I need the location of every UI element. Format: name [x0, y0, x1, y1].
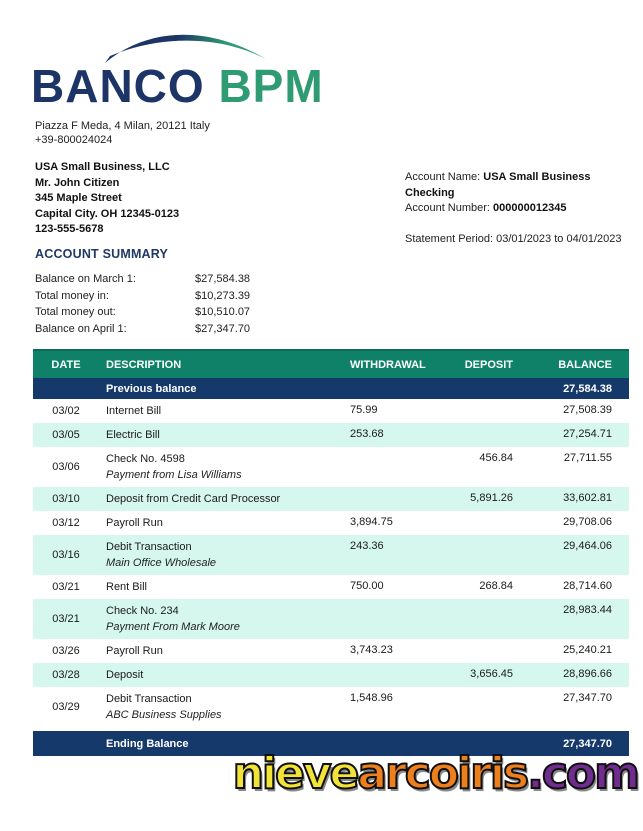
transaction-withdrawal: 3,894.75	[350, 516, 393, 528]
summary-row	[35, 304, 275, 321]
account-name-value: USA Small Business Checking	[405, 171, 591, 199]
transaction-date: 03/21	[52, 612, 80, 625]
transaction-deposit	[443, 639, 515, 663]
transaction-deposit: 456.84	[479, 452, 513, 464]
transaction-deposit	[443, 511, 515, 535]
transaction-row	[33, 639, 629, 663]
transaction-row	[33, 511, 629, 535]
summary-label: Total money out:	[35, 306, 116, 318]
header-withdrawal: WITHDRAWAL	[350, 358, 426, 371]
transaction-deposit: 5,891.26	[470, 492, 513, 504]
transaction-row	[33, 663, 629, 687]
customer-phone: 123-555-5678	[35, 223, 104, 235]
watermark-part3: .com	[527, 748, 638, 799]
transaction-row	[33, 487, 629, 511]
watermark-part1: nieve	[232, 748, 358, 799]
previous-balance-amount: 27,584.38	[563, 382, 612, 395]
transaction-description-main: Deposit from Credit Card Processor	[106, 493, 281, 505]
transaction-row	[33, 447, 629, 487]
customer-name: USA Small Business, LLC	[35, 161, 170, 173]
watermark	[233, 748, 638, 799]
ending-balance-withdrawal	[350, 742, 443, 746]
transaction-row	[33, 575, 629, 599]
transaction-description	[99, 639, 350, 663]
transaction-row	[33, 399, 629, 423]
account-number-label: Account Number:	[405, 202, 494, 214]
transaction-row	[33, 687, 629, 727]
bank-address-line1: Piazza F Meda, 4 Milan, 20121 Italy	[35, 120, 210, 132]
bank-address	[35, 119, 210, 147]
bank-phone: +39-800024024	[35, 134, 113, 146]
transaction-description	[99, 487, 350, 511]
customer-contact: Mr. John Citizen	[35, 176, 120, 189]
transaction-date: 03/02	[52, 404, 80, 417]
table-header-row	[33, 349, 629, 378]
header-deposit: DEPOSIT	[464, 358, 513, 371]
transaction-withdrawal	[350, 487, 443, 511]
account-name-row	[405, 170, 643, 201]
transaction-description-main: Deposit	[106, 669, 144, 681]
previous-balance-deposit	[443, 387, 515, 391]
transaction-balance: 29,708.06	[563, 516, 612, 528]
transaction-date: 03/06	[52, 460, 80, 473]
transaction-description-note: Payment From Mark Moore	[106, 621, 240, 633]
transaction-date: 03/21	[52, 580, 80, 593]
previous-balance-row	[33, 378, 629, 399]
transaction-description	[99, 575, 350, 599]
account-summary	[35, 271, 275, 337]
transaction-description	[99, 511, 350, 535]
summary-value: $10,510.07	[195, 306, 251, 318]
transaction-description-note: Payment from Lisa Williams	[106, 469, 242, 481]
transaction-balance: 28,983.44	[563, 604, 612, 616]
transaction-withdrawal	[350, 599, 443, 639]
summary-label: Balance on March 1:	[35, 273, 136, 285]
summary-row	[35, 321, 275, 338]
transaction-date: 03/29	[52, 700, 80, 713]
transaction-date: 03/12	[52, 516, 80, 529]
transaction-balance: 28,896.66	[563, 668, 612, 680]
transaction-description	[99, 535, 350, 575]
account-name-label: Account Name:	[405, 171, 484, 183]
transaction-description-main: Check No. 234	[106, 605, 179, 617]
account-info-block	[405, 170, 643, 247]
customer-address-block	[35, 160, 179, 238]
summary-value: $10,273.39	[195, 289, 251, 302]
logo-banco-text: BANCO	[31, 60, 219, 112]
transaction-row	[33, 535, 629, 575]
transaction-date: 03/10	[52, 492, 80, 505]
transaction-date: 03/16	[52, 548, 80, 561]
account-summary-title: ACCOUNT SUMMARY	[35, 247, 169, 261]
header-balance: BALANCE	[558, 358, 612, 371]
banco-bpm-logo	[31, 60, 324, 112]
transaction-description-main: Debit Transaction	[106, 541, 192, 553]
summary-value: $27,347.70	[195, 322, 251, 335]
logo-bpm-text: BPM	[218, 60, 324, 112]
statement-period-row	[405, 232, 643, 248]
transactions-table	[33, 349, 629, 756]
transaction-description-note: Main Office Wholesale	[106, 557, 217, 569]
transaction-withdrawal: 750.00	[350, 580, 384, 592]
ending-balance-label: Ending Balance	[106, 737, 189, 750]
header-description: DESCRIPTION	[106, 358, 182, 371]
transaction-description-main: Internet Bill	[106, 405, 162, 417]
transaction-description	[99, 447, 350, 487]
transaction-description	[99, 599, 350, 639]
transaction-balance: 27,508.39	[563, 404, 612, 416]
transaction-row	[33, 423, 629, 447]
transaction-description-main: Check No. 4598	[106, 453, 185, 465]
transaction-description	[99, 399, 350, 423]
statement-period-value: 03/01/2023 to 04/01/2023	[496, 232, 622, 245]
transaction-deposit: 268.84	[479, 580, 513, 592]
customer-street: 345 Maple Street	[35, 192, 122, 204]
transaction-description	[99, 687, 350, 727]
transaction-deposit	[443, 599, 515, 639]
transaction-deposit	[443, 535, 515, 575]
transaction-description-main: Payroll Run	[106, 645, 163, 657]
previous-balance-withdrawal	[350, 387, 443, 391]
transaction-deposit	[443, 399, 515, 423]
transaction-deposit: 3,656.45	[470, 668, 513, 680]
transaction-balance: 27,254.71	[563, 428, 612, 440]
header-date: DATE	[51, 358, 81, 371]
transaction-description-main: Debit Transaction	[106, 693, 192, 705]
customer-city: Capital City. OH 12345-0123	[35, 207, 180, 220]
transaction-deposit	[443, 687, 515, 727]
transaction-description	[99, 423, 350, 447]
transaction-withdrawal: 1,548.96	[350, 692, 393, 704]
transaction-description-main: Electric Bill	[106, 429, 160, 441]
transaction-date: 03/28	[52, 668, 80, 681]
transaction-withdrawal	[350, 663, 443, 687]
statement-period-label: Statement Period:	[405, 232, 497, 245]
transaction-balance: 25,240.21	[563, 644, 612, 656]
transaction-balance: 28,714.60	[563, 580, 612, 592]
transaction-withdrawal	[350, 447, 443, 487]
ending-balance-amount: 27,347.70	[563, 737, 612, 750]
transaction-date: 03/05	[52, 428, 80, 441]
transaction-row	[33, 599, 629, 639]
summary-row	[35, 288, 275, 305]
transaction-balance: 29,464.06	[563, 540, 612, 552]
summary-row	[35, 271, 275, 288]
transaction-withdrawal: 253.68	[350, 428, 384, 440]
transaction-date: 03/26	[52, 644, 80, 657]
summary-value: $27,584.38	[195, 273, 251, 285]
transaction-description-note: ABC Business Supplies	[106, 709, 222, 721]
watermark-part2: arcoiris	[357, 748, 528, 799]
account-number-value: 000000012345	[493, 202, 567, 214]
ending-balance-deposit	[443, 742, 515, 746]
transaction-rows	[33, 399, 629, 727]
transaction-balance: 27,711.55	[563, 452, 612, 464]
transaction-description-main: Payroll Run	[106, 517, 163, 529]
transaction-withdrawal: 243.36	[350, 540, 384, 552]
transaction-balance: 27,347.70	[563, 692, 612, 704]
transaction-description-main: Rent Bill	[106, 581, 147, 593]
transaction-withdrawal: 3,743.23	[350, 644, 393, 656]
previous-balance-label: Previous balance	[106, 382, 197, 395]
transaction-withdrawal: 75.99	[350, 404, 378, 416]
account-number-row	[405, 201, 643, 217]
summary-label: Total money in:	[35, 289, 109, 302]
transaction-deposit	[443, 423, 515, 447]
summary-label: Balance on April 1:	[35, 322, 127, 335]
transaction-balance: 33,602.81	[563, 492, 612, 504]
transaction-description	[99, 663, 350, 687]
